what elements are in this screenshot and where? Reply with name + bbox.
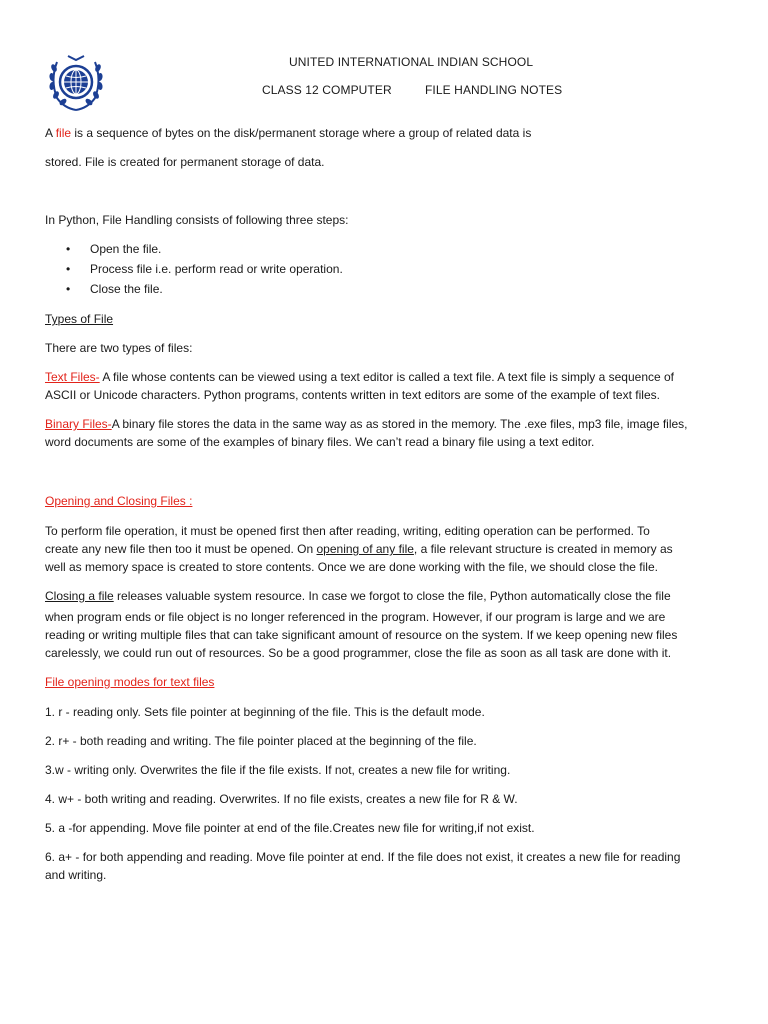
text-files-line-2: ASCII or Unicode characters. Python programs, contents written in text editors are some of the example of text files. xyxy=(45,388,660,402)
binary-files-desc-1: A binary file stores the data in the same way as as stored in the memory. The .exe files, mp3 file, image files, xyxy=(111,417,688,431)
types-heading: Types of File xyxy=(45,312,114,326)
opening-p1-line-3: well as memory space is created to store contents. Once we are done working with the file, we should close the file. xyxy=(45,560,658,574)
opening-p1-l2-post: , a file relevant structure is created in memory as xyxy=(413,542,673,556)
bullet-1: • xyxy=(66,242,71,256)
opening-p1-line-1: To perform file operation, it must be opened first then after reading, writing, editing operation can be performed. To xyxy=(45,524,650,538)
mode-6-line-1: 6. a+ - for both appending and reading. Move file pointer at end. If the file does not exist, it creates a new file for reading xyxy=(45,850,681,864)
mode-6-line-2: and writing. xyxy=(45,868,107,882)
class-label: CLASS 12 COMPUTER xyxy=(262,83,392,97)
closing-p2-line-3: reading or writing multiple files that can take significant amount of resource on the system. If we keep opening new files xyxy=(45,628,678,642)
opening-of-any-file: opening of any file xyxy=(316,542,414,556)
binary-files-line-1 xyxy=(45,416,688,433)
modes-heading: File opening modes for text files xyxy=(45,675,215,689)
intro-line-1 xyxy=(45,125,531,142)
school-logo xyxy=(48,50,104,116)
step-item-2: Process file i.e. perform read or write operation. xyxy=(90,262,343,276)
mode-5: 5. a -for appending. Move file pointer at end of the file.Creates new file for writing,if not exist. xyxy=(45,821,535,835)
closing-p2-line-1 xyxy=(45,588,671,605)
step-item-3: Close the file. xyxy=(90,282,163,296)
closing-p2-l1-post: releases valuable system resource. In case we forgot to close the file, Python automatically close the file xyxy=(113,589,671,603)
closing-p2-line-4: carelessly, we could run out of resources. So be a good programmer, close the file as soon as all task are done with it. xyxy=(45,646,672,660)
closing-p2-line-2: when program ends or file object is no longer referenced in the program. However, if our program is large and we are xyxy=(45,610,666,624)
mode-3: 3.w - writing only. Overwrites the file if the file exists. If not, creates a new file for writing. xyxy=(45,763,511,777)
mode-4: 4. w+ - both writing and reading. Overwrites. If no file exists, creates a new file for R & W. xyxy=(45,792,518,806)
step-item-1: Open the file. xyxy=(90,242,162,256)
intro-rest: is a sequence of bytes on the disk/permanent storage where a group of related data is xyxy=(71,126,532,140)
intro-line-2: stored. File is created for permanent storage of data. xyxy=(45,155,325,169)
opening-p1-line-2 xyxy=(45,541,673,558)
text-files-label: Text Files- xyxy=(45,370,100,384)
opening-heading: Opening and Closing Files : xyxy=(45,494,193,508)
bullet-3: • xyxy=(66,282,71,296)
opening-p1-l2-pre: create any new file then too it must be opened. On xyxy=(45,542,317,556)
intro-prefix: A xyxy=(45,126,56,140)
mode-1: 1. r - reading only. Sets file pointer at beginning of the file. This is the default mode. xyxy=(45,705,485,719)
binary-files-label: Binary Files- xyxy=(45,417,112,431)
subject-label: FILE HANDLING NOTES xyxy=(425,83,563,97)
types-intro: There are two types of files: xyxy=(45,341,193,355)
text-files-line-1 xyxy=(45,369,674,386)
school-name: UNITED INTERNATIONAL INDIAN SCHOOL xyxy=(289,55,534,69)
mode-2: 2. r+ - both reading and writing. The file pointer placed at the beginning of the file. xyxy=(45,734,477,748)
steps-heading: In Python, File Handling consists of following three steps: xyxy=(45,213,349,227)
binary-files-line-2: word documents are some of the examples of binary files. We can’t read a binary file using a text editor. xyxy=(45,435,595,449)
text-files-desc-1: A file whose contents can be viewed using a text editor is called a text file. A text file is simply a sequence of xyxy=(99,370,675,384)
closing-a-file: Closing a file xyxy=(45,589,114,603)
bullet-2: • xyxy=(66,262,71,276)
file-term: file xyxy=(55,126,72,140)
